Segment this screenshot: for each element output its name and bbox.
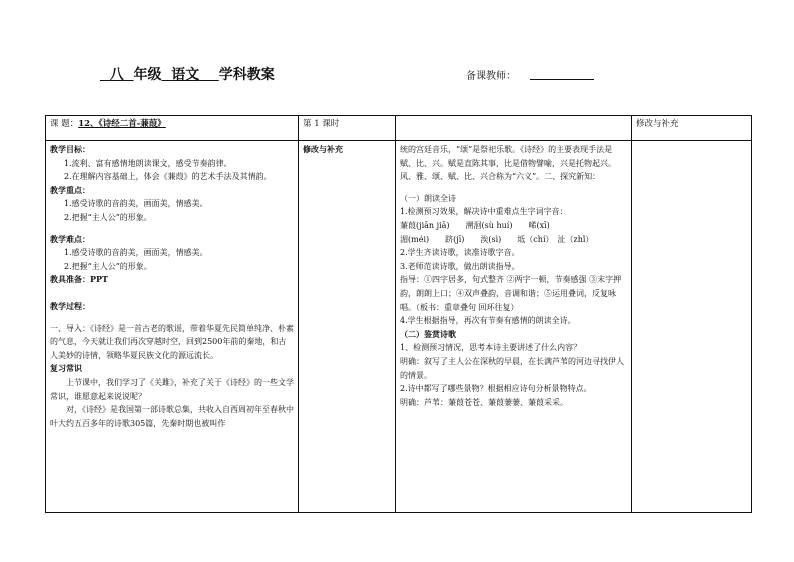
empty-header-cell bbox=[396, 116, 632, 141]
period-label: 第 1 课时 bbox=[303, 119, 340, 129]
middle-notes-cell bbox=[299, 141, 396, 513]
pinyin-line-1: 蒹葭(jiān jiā) 溯洄(sù huí) 晞(xī) bbox=[400, 220, 550, 230]
pinyin-line-2: 湄(méi) 跻(jī) 涘(sì) 坻（chí） 沚（zhǐ） bbox=[400, 234, 594, 244]
subject: 语文 bbox=[171, 67, 200, 83]
teaching-goals-heading: 教学目标： bbox=[50, 144, 90, 154]
introduction-paragraph: 一、导入：《诗经》是一首古老的歌谣，带着华夏先民简单纯净、朴素的气息，今天就让我们再次穿越时空，回到2500年前的秦地，和古人美妙的诗情，领略华夏民族文化的源远流长。 bbox=[50, 323, 294, 360]
document-header bbox=[0, 64, 794, 84]
grade: 八 bbox=[109, 67, 124, 83]
lesson-title-cell bbox=[46, 116, 299, 141]
grade-suffix: 年级 bbox=[133, 67, 162, 83]
teacher-model-reading-step: 3.老师范读诗歌，做出朗读指导。 bbox=[400, 261, 520, 271]
difficulties-heading: 教学难点： bbox=[50, 233, 90, 244]
lesson-plan-table bbox=[45, 115, 752, 513]
shijing-paragraph: 对，《诗经》是我国第一部诗歌总集，共收入自西周初年至春秋中叶大约五百多年的诗歌305篇，先秦时期也被叫作 bbox=[50, 405, 294, 428]
left-content-cell bbox=[46, 141, 299, 513]
appreciation-heading: （二）鉴赏诗歌 bbox=[400, 328, 456, 339]
difficulty-2: 2.把握“主人公”的形象。 bbox=[64, 261, 152, 271]
teaching-aids: 教具准备：PPT bbox=[50, 274, 108, 285]
key-points-heading: 教学重点： bbox=[50, 184, 90, 195]
document-title bbox=[100, 64, 275, 84]
reading-guidance: 指导：①四字居多，句式整齐 ②两字一顿，节奏感强 ③末字押韵，朗朗上口；④双声叠韵，音调和谐；⑤运用叠词，反复咏唱。（板书：重章叠句 回环往复） bbox=[400, 275, 622, 312]
right-notes-cell bbox=[632, 141, 752, 513]
pronunciation-check: 1.检测预习效果，解决诗中重难点生字词字音： bbox=[400, 207, 568, 217]
review-paragraph: 上节课中，我们学习了《关雎》，补充了关于《诗经》的一些文学常识，谁愿意起来说说呢？ bbox=[50, 377, 294, 401]
lesson-title: 12、《诗经二首-蒹葭》 bbox=[78, 119, 166, 129]
key-point-2: 2.把握“主人公”的形象。 bbox=[64, 212, 152, 222]
notes-header: 修改与补充 bbox=[636, 119, 679, 129]
teacher-name-blank bbox=[530, 79, 594, 80]
notes-header-cell bbox=[632, 116, 752, 141]
scenery-answer: 明确：芦苇：蒹葭苍苍、蒹葭萋萋、蒹葭采采。 bbox=[400, 397, 568, 407]
teacher-label: 备课教师： bbox=[466, 71, 516, 82]
table-header-row bbox=[46, 116, 752, 141]
difficulty-1: 1.感受诗歌的音韵美，画面美，情感美。 bbox=[64, 248, 208, 258]
six-principles-paragraph: 统的宫廷音乐，“颂”是祭祀乐歌。《诗经》的主要表现手法是赋、比、兴。赋是直陈其事，比是借物譬喻，兴是托物起兴。风、雅、颂、赋、比、兴合称为“六义”。二、探究新知： bbox=[400, 145, 616, 182]
goal-2: 2.在理解内容基础上，体会《蒹葭》的艺术手法及其情韵。 bbox=[64, 172, 272, 182]
right-content-cell bbox=[396, 141, 632, 513]
content-question: 1、检测预习情况，思考本诗主要讲述了什么内容？ bbox=[400, 343, 582, 353]
table-body-row bbox=[46, 141, 752, 513]
period-cell bbox=[299, 116, 396, 141]
goal-1: 1.流利、富有感情地朗读课文，感受节奏韵律。 bbox=[64, 158, 232, 168]
review-heading: 复习常识 bbox=[50, 363, 82, 374]
reread-step: 4.学生根据指导，再次有节奏有感情的朗读全诗。 bbox=[400, 316, 576, 326]
lesson-label: 课 题： bbox=[50, 119, 79, 129]
doc-type: 学科教案 bbox=[218, 67, 275, 83]
read-poem-heading: （一）朗读全诗 bbox=[400, 193, 456, 203]
group-reading-step: 2.学生齐读诗歌，读准诗歌字音。 bbox=[400, 248, 520, 258]
content-answer: 明确：叙写了主人公在深秋的早晨，在长满芦苇的河边寻找伊人的情景。 bbox=[400, 356, 624, 380]
teaching-process-heading: 教学过程： bbox=[50, 300, 90, 311]
key-point-1: 1.感受诗歌的音韵美，画面美，情感美。 bbox=[64, 199, 208, 209]
scenery-question: 2.诗中都写了哪些景物？根据相应诗句分析景物特点。 bbox=[400, 384, 592, 394]
middle-notes-header: 修改与补充 bbox=[303, 144, 343, 154]
